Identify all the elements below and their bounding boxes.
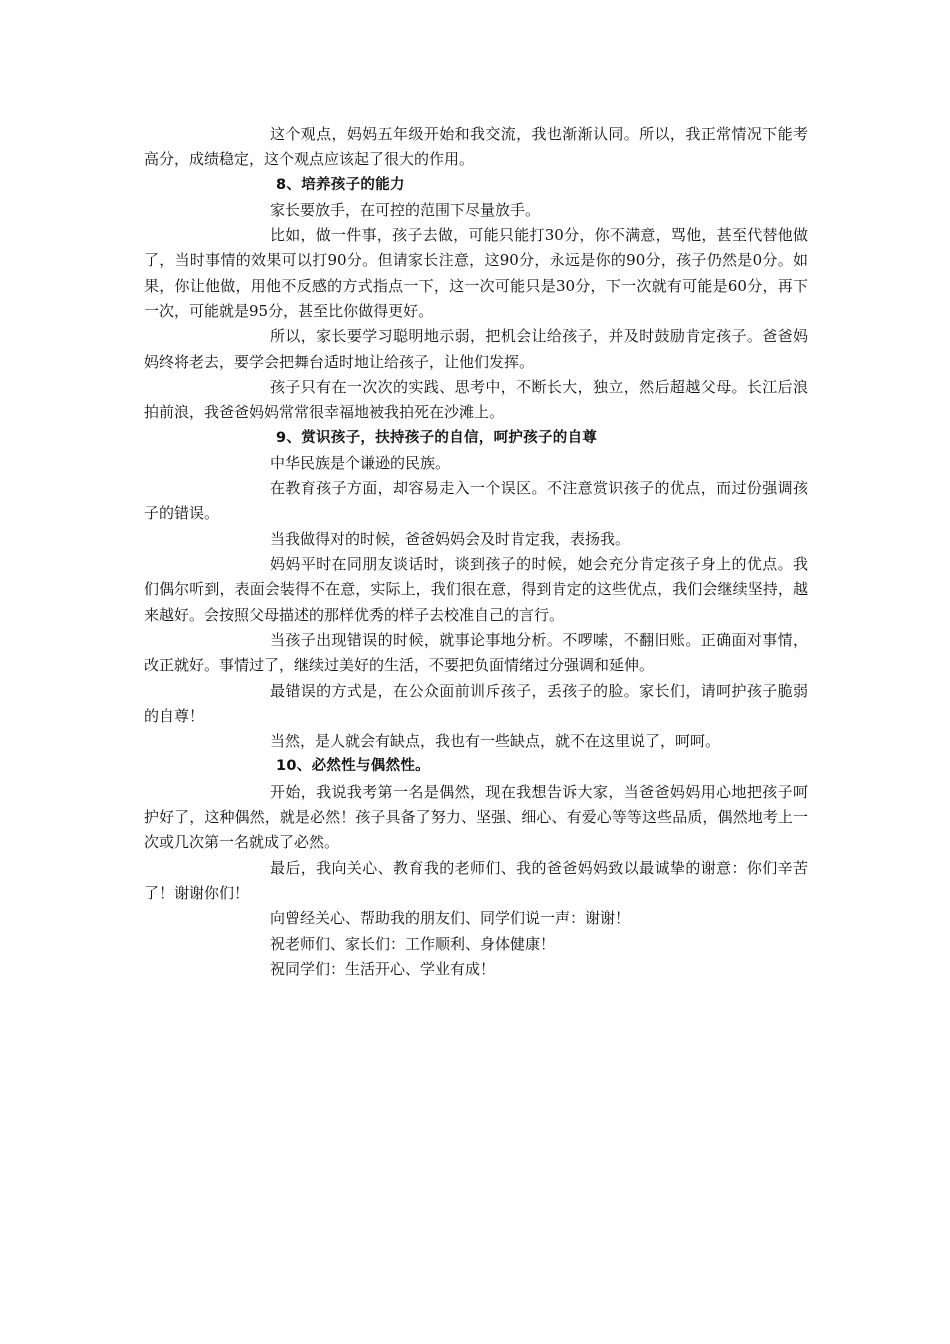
paragraph: 这个观点，妈妈五年级开始和我交流，我也渐渐认同。所以，我正常情况下能考高分，成绩稳定，这个观点应该起了很大的作用。 (144, 125, 808, 169)
paragraph: 家长要放手，在可控的范围下尽量放手。 (270, 200, 541, 219)
section-heading: 8、培养孩子的能力 (276, 176, 405, 193)
paragraph: 比如，做一件事，孩子去做，可能只能打30分，你不满意，骂他，甚至代替他做了，当时事情的效果可以打90分。但请家长注意，这90分，永远是你的90分，孩子仍然是0分。如果，你让他做，用他不反感的方式指点一下，这一次可能只是30分，下一次就有可能是60分，再下一次，可能就是95分，甚至比你做得更好。 (144, 226, 808, 321)
paragraph: 祝老师们、家长们：工作顺利、身体健康！ (270, 934, 556, 953)
paragraph: 在教育孩子方面，却容易走入一个误区。不注意赏识孩子的优点，而过份强调孩子的错误。 (144, 479, 808, 523)
section-intro (144, 122, 808, 173)
paragraph: 开始，我说我考第一名是偶然，现在我想告诉大家，当爸爸妈妈用心地把孩子呵护好了，这种偶然，就是必然！孩子具备了努力、坚强、细心、有爱心等等这些品质，偶然地考上一次或几次第一名就成了必然。 (144, 782, 808, 852)
paragraph: 当然，是人就会有缺点，我也有一些缺点，就不在这里说了，呵呵。 (270, 732, 721, 751)
section-heading: 10、必然性与偶然性。 (276, 758, 430, 775)
paragraph: 妈妈平时在同朋友谈话时，谈到孩子的时候，她会充分肯定孩子身上的优点。我们偶尔听到，表面会装得不在意，实际上，我们很在意，得到肯定的这些优点，我们会继续坚持，越来越好。会按照父母描述的那样优秀的样子去校准自己的言行。 (144, 555, 808, 624)
paragraph: 孩子只有在一次次的实践、思考中，不断长大，独立，然后超越父母。长江后浪拍前浪，我爸爸妈妈常常很幸福地被我拍死在沙滩上。 (144, 377, 808, 422)
section-9 (144, 426, 808, 755)
paragraph: 当我做得对的时候，爸爸妈妈会及时肯定我，表扬我。 (270, 529, 631, 548)
paragraph: 最后，我向关心、教育我的老师们、我的爸爸妈妈致以最诚挚的谢意：你们辛苦了！谢谢你们！ (144, 858, 808, 902)
section-heading: 9、赏识孩子，扶持孩子的自信，呵护孩子的自尊 (276, 429, 598, 446)
paragraph: 所以，家长要学习聪明地示弱，把机会让给孩子，并及时鼓励肯定孩子。爸爸妈妈终将老去，要学会把舞台适时地让给孩子，让他们发挥。 (144, 327, 808, 371)
document-body (144, 122, 808, 982)
section-10 (144, 754, 808, 982)
paragraph: 当孩子出现错误的时候，就事论事地分析。不啰嗦，不翻旧账。正确面对事情，改正就好。事情过了，继续过美好的生活，不要把负面情绪过分强调和延伸。 (144, 630, 808, 675)
section-8 (144, 173, 808, 426)
paragraph: 最错误的方式是，在公众面前训斥孩子，丢孩子的脸。家长们，请呵护孩子脆弱的自尊！ (144, 681, 808, 725)
paragraph: 中华民族是个谦逊的民族。 (270, 453, 451, 472)
paragraph: 向曾经关心、帮助我的朋友们、同学们说一声：谢谢！ (270, 909, 631, 928)
paragraph: 祝同学们：生活开心、学业有成！ (270, 959, 496, 978)
